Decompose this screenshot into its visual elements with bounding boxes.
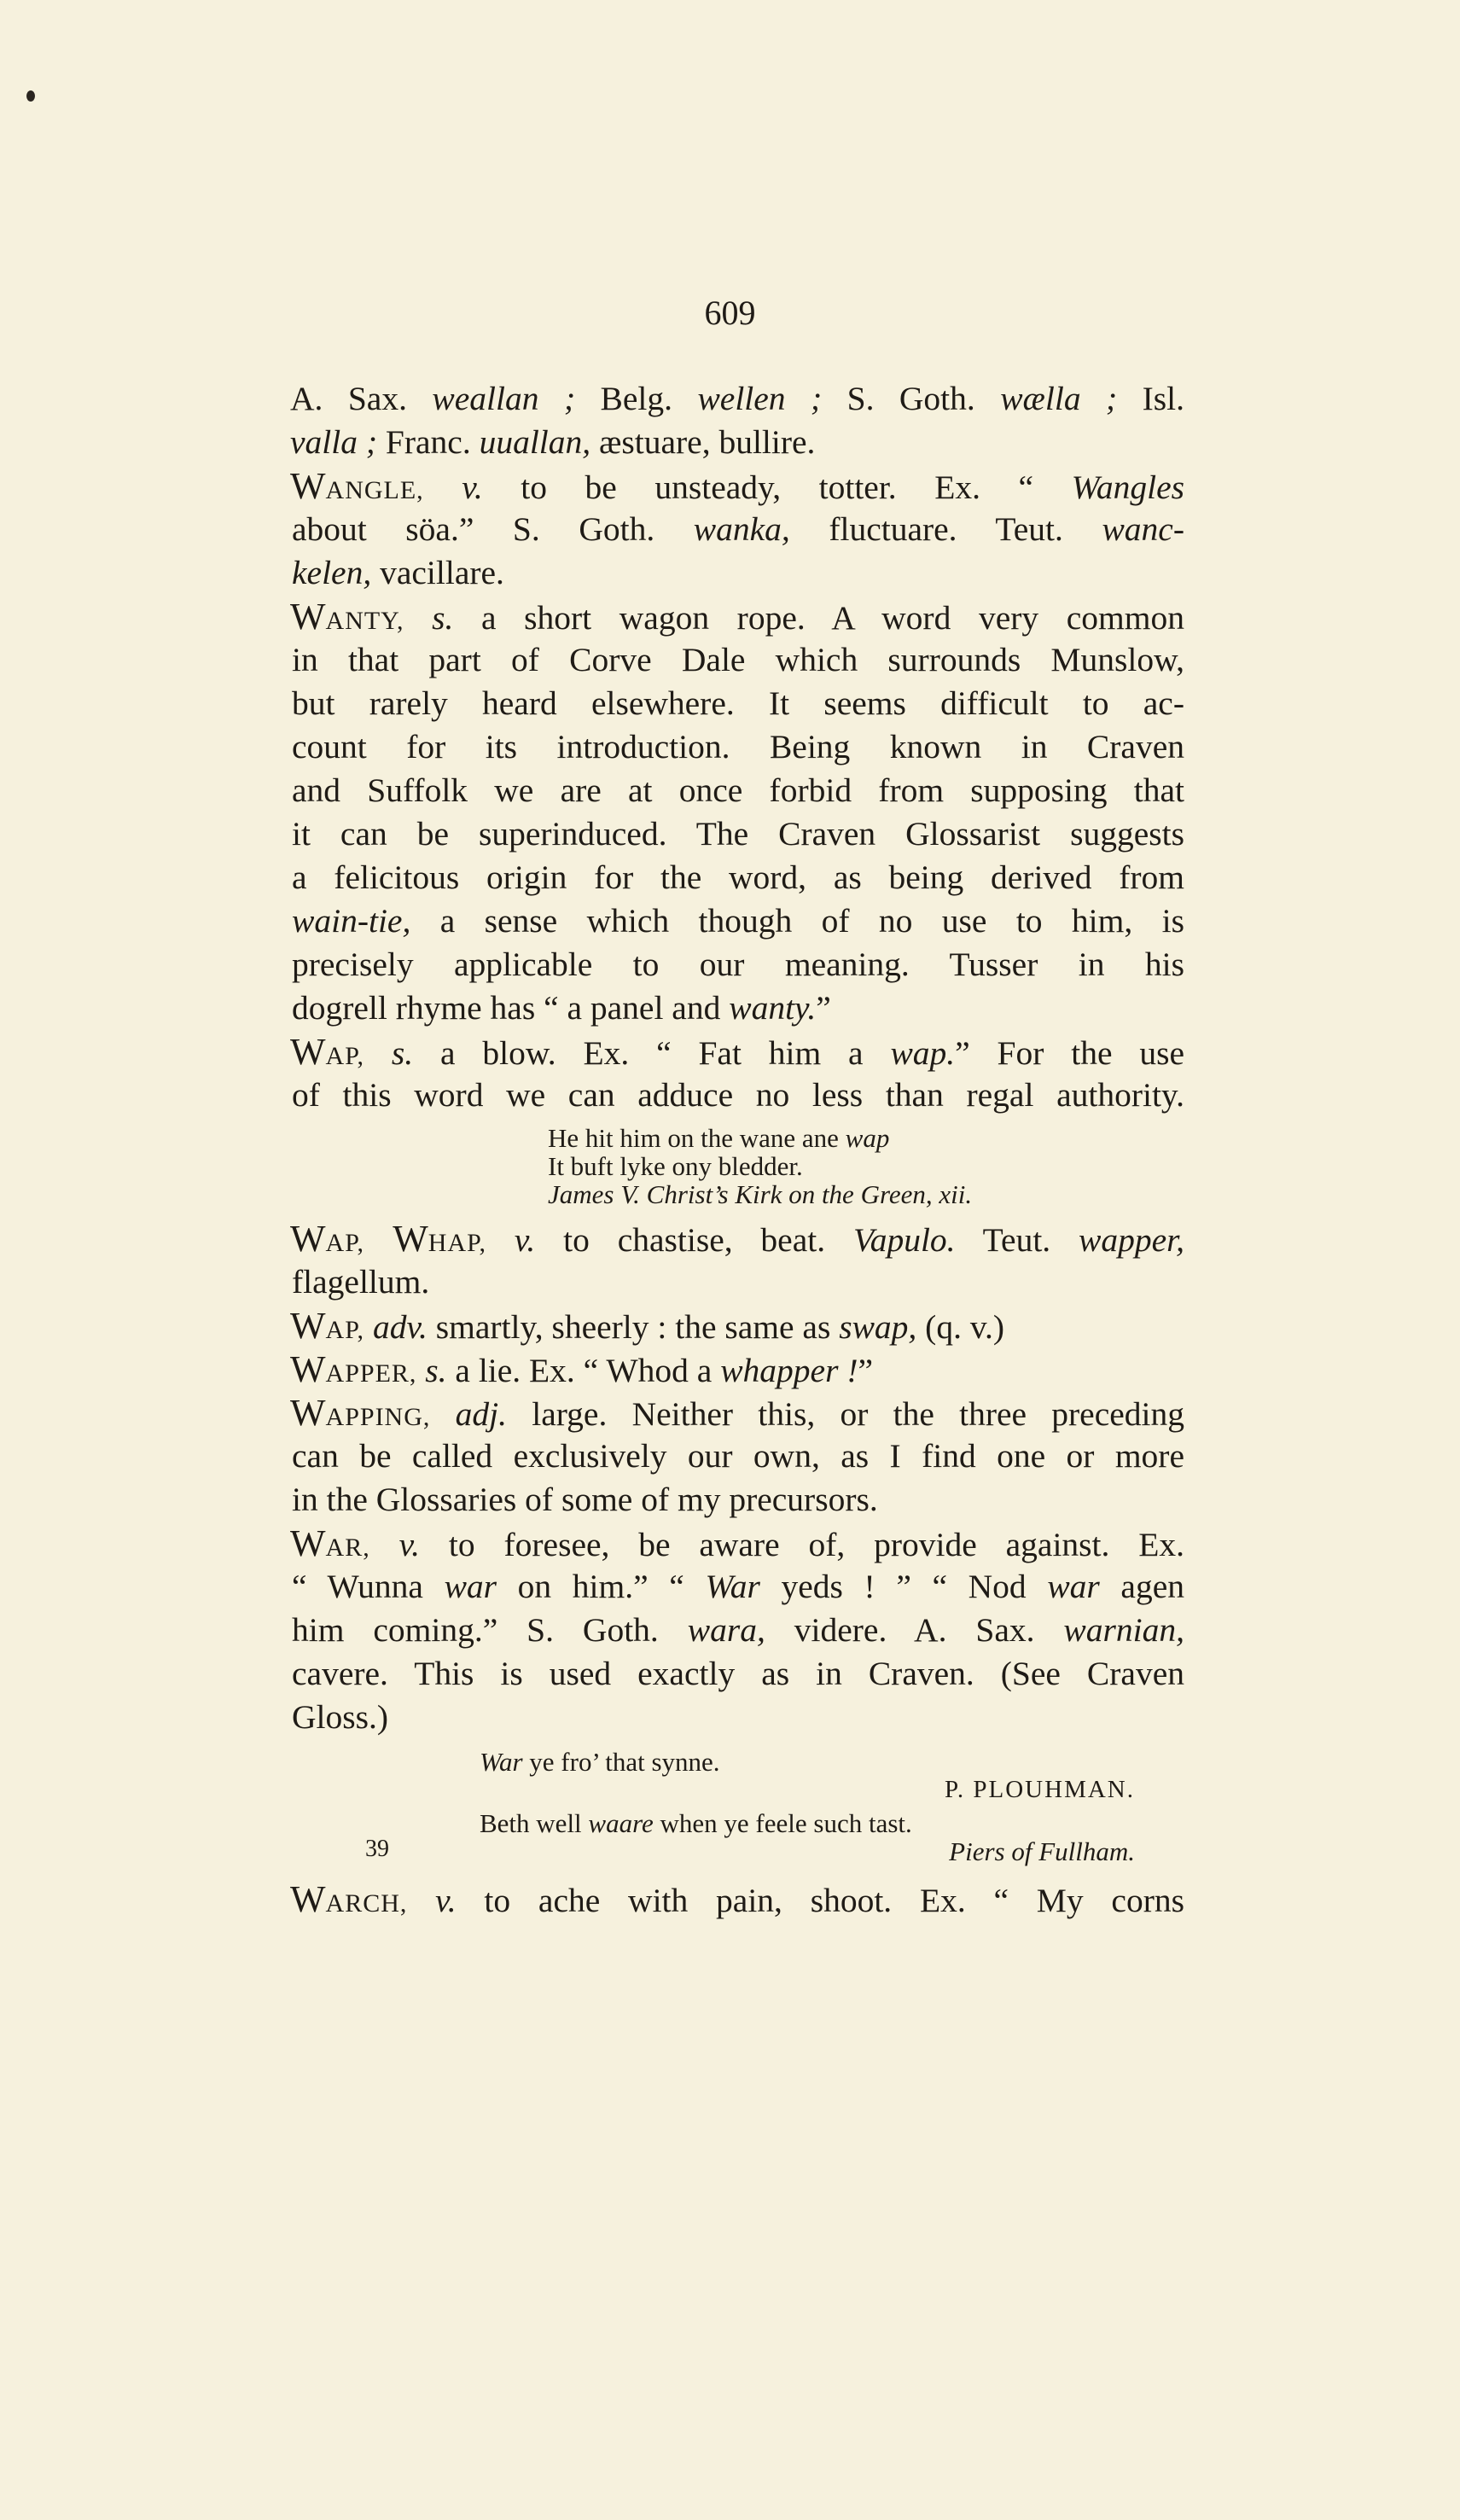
headword: ANGLE,: [325, 476, 424, 504]
text-run: ”: [816, 989, 831, 1027]
italic-term: war: [444, 1568, 497, 1605]
italic-term: s.: [425, 1352, 447, 1389]
italic-term: wælla ;: [1000, 380, 1118, 417]
italic-term: weallan ;: [432, 380, 576, 417]
headword: APPING,: [325, 1403, 431, 1431]
italic-term: War: [705, 1568, 760, 1605]
text-run: a short wagon rope. A word very common: [453, 599, 1184, 637]
text-run: [364, 1308, 373, 1346]
headword: AR,: [325, 1534, 370, 1562]
text-run: Teut.: [955, 1221, 1079, 1259]
text-run: æstuare, bullire.: [590, 423, 816, 461]
entries-block-c: [290, 1877, 1184, 1921]
text-run: of this word we can adduce no less than regal authority.: [292, 1076, 1184, 1114]
headword: AP,: [325, 1042, 365, 1070]
italic-term: adj.: [455, 1395, 507, 1433]
text-run: “ Wunna: [292, 1568, 445, 1605]
text-run: yeds ! ” “ Nod: [759, 1568, 1048, 1605]
text-run: vacillare.: [371, 554, 504, 591]
quote-attribution: Piers of Fullham.: [949, 1836, 1135, 1866]
italic-term: kelen,: [292, 554, 372, 591]
text-line: [290, 1217, 1184, 1260]
text-run: him coming.” S. Goth.: [292, 1611, 688, 1649]
headword: ARCH,: [325, 1889, 408, 1918]
text-run: a blow. Ex. “ Fat him a: [413, 1034, 891, 1072]
quote-line: War ye fro’ that synne.: [480, 1747, 720, 1777]
italic-term: wap.: [890, 1034, 956, 1072]
headword: W: [290, 596, 326, 637]
text-run: ” For the use: [955, 1034, 1184, 1072]
entries-block-b: [290, 1217, 1184, 1739]
italic-term: wara,: [687, 1611, 765, 1649]
glossary-text: [290, 377, 1184, 1921]
quote-line: He hit him on the wane ane wap: [548, 1123, 890, 1153]
italic-term: adv.: [372, 1308, 428, 1346]
headword: HAP,: [428, 1229, 486, 1257]
text-run: ”: [858, 1352, 874, 1389]
headword: W: [290, 1305, 326, 1347]
text-run: a felicitous origin for the word, as being derived from: [292, 858, 1184, 896]
text-run: a lie. Ex. “ Whod a: [446, 1352, 721, 1389]
text-line: [290, 1609, 1184, 1652]
quote-attribution: James V. Christ’s Kirk on the Green, xii.: [548, 1179, 973, 1209]
text-run: [370, 1526, 399, 1563]
italic-term: v.: [462, 468, 483, 506]
text-line: [290, 812, 1184, 856]
text-run: a sense which though of no use to him, is: [410, 902, 1184, 940]
text-line: [290, 1074, 1184, 1117]
text-run: [404, 599, 432, 637]
headword: W: [290, 465, 326, 507]
text-run: to foresee, be aware of, provide against. Ex.: [420, 1526, 1185, 1563]
text-line: [290, 377, 1184, 421]
signature-mark: 39: [365, 1836, 389, 1862]
text-run: to chastise, beat.: [535, 1221, 853, 1259]
italic-term: wain-tie,: [292, 902, 411, 940]
text-run: in the Glossaries of some of my precursors.: [292, 1481, 878, 1518]
italic-term: wellen ;: [697, 380, 823, 417]
text-line: [290, 551, 1184, 595]
text-run: cavere. This is used exactly as in Craven. (See Craven: [292, 1655, 1184, 1692]
text-run: can be called exclusively our own, as I find one or more: [292, 1437, 1184, 1475]
entries-block-a: [290, 377, 1184, 1117]
text-run: flagellum.: [292, 1263, 430, 1301]
text-run: [416, 1352, 425, 1389]
text-run: but rarely heard elsewhere. It seems difficult to ac-: [292, 684, 1184, 722]
page-number: 609: [704, 294, 756, 332]
text-line: [290, 1260, 1184, 1304]
text-run: precisely applicable to our meaning. Tusser in his: [292, 946, 1184, 983]
text-line: [290, 1652, 1184, 1696]
text-run: Isl.: [1117, 380, 1185, 417]
italic-term: Wangles: [1071, 468, 1184, 506]
headword: AP,: [325, 1316, 365, 1344]
quote-line: Beth well waare when ye feele such tast.: [480, 1808, 912, 1838]
text-run: [430, 1395, 455, 1433]
text-run: and Suffolk we are at once forbid from supposing that: [292, 771, 1184, 809]
text-run: [364, 1034, 392, 1072]
text-run: Gloss.): [292, 1698, 389, 1736]
headword: W: [364, 1218, 428, 1260]
text-line: [290, 769, 1184, 812]
text-run: in that part of Corve Dale which surrounds Munslow,: [292, 641, 1184, 678]
text-run: Belg.: [575, 380, 698, 417]
italic-term: swap,: [839, 1308, 917, 1346]
headword: W: [290, 1218, 326, 1260]
ink-speck: [26, 90, 35, 102]
text-line: [290, 1696, 1184, 1739]
text-run: count for its introduction. Being known in Craven: [292, 728, 1184, 765]
text-line: [290, 682, 1184, 725]
text-line: [290, 1304, 1184, 1347]
text-line: [290, 638, 1184, 682]
italic-term: whapper !: [720, 1352, 858, 1389]
text-run: A. Sax.: [290, 380, 433, 417]
italic-term: wanka,: [693, 510, 790, 548]
headword: AP,: [325, 1229, 365, 1257]
text-line: [290, 986, 1184, 1030]
text-run: fluctuare. Teut.: [789, 510, 1102, 548]
text-run: it can be superinduced. The Craven Glossarist suggests: [292, 815, 1184, 853]
italic-term: v.: [435, 1882, 457, 1919]
text-run: [407, 1882, 435, 1919]
headword: ANTY,: [325, 607, 404, 635]
italic-term: wanc-: [1102, 510, 1184, 548]
text-line: [290, 421, 1184, 464]
text-run: about söa.” S. Goth.: [292, 510, 694, 548]
italic-term: wapper,: [1079, 1221, 1185, 1259]
italic-term: warnian,: [1063, 1611, 1184, 1649]
text-line: [290, 1435, 1184, 1478]
italic-term: v.: [398, 1526, 421, 1563]
text-line: [290, 1391, 1184, 1435]
text-line: [290, 725, 1184, 769]
text-run: to ache with pain, shoot. Ex. “ My corns: [456, 1882, 1184, 1919]
quotations-war: [290, 1748, 1184, 1865]
text-run: videre. A. Sax.: [765, 1611, 1064, 1649]
text-run: [424, 468, 462, 506]
text-run: to be unsteady, totter. Ex. “: [482, 468, 1072, 506]
text-line: [290, 1877, 1184, 1921]
text-run: agen: [1099, 1568, 1184, 1605]
text-run: (q. v.): [916, 1308, 1005, 1346]
text-line: [290, 595, 1184, 638]
quotation-james-v: [290, 1124, 1184, 1208]
text-line: [290, 1478, 1184, 1522]
italic-term: wanty.: [729, 989, 817, 1027]
text-line: [290, 856, 1184, 899]
text-line: [290, 899, 1184, 943]
text-line: [290, 508, 1184, 551]
text-run: S. Goth.: [822, 380, 1001, 417]
italic-term: war: [1047, 1568, 1100, 1605]
italic-term: s.: [432, 599, 454, 637]
quote-attribution: P. PLOUHMAN.: [944, 1776, 1135, 1803]
headword: W: [290, 1392, 326, 1434]
text-line: [290, 943, 1184, 986]
italic-term: Vapulo.: [852, 1221, 956, 1259]
text-line: [290, 1347, 1184, 1391]
text-run: smartly, sheerly : the same as: [427, 1308, 840, 1346]
headword: APPER,: [325, 1359, 417, 1388]
text-run: on him.” “: [497, 1568, 706, 1605]
quote-line: It buft lyke ony bledder.: [548, 1151, 803, 1181]
headword: W: [290, 1522, 326, 1564]
text-line: [290, 1522, 1184, 1565]
text-run: [486, 1221, 515, 1259]
text-run: Franc.: [377, 423, 480, 461]
text-run: large. Neither this, or the three preceding: [507, 1395, 1184, 1433]
headword: W: [290, 1348, 326, 1390]
italic-term: uuallan,: [479, 423, 591, 461]
headword: W: [290, 1031, 326, 1073]
italic-term: s.: [391, 1034, 414, 1072]
text-run: dogrell rhyme has “ a panel and: [292, 989, 730, 1027]
text-line: [290, 1030, 1184, 1074]
headword: W: [290, 1878, 326, 1920]
text-line: [290, 464, 1184, 508]
text-line: [290, 1565, 1184, 1609]
italic-term: v.: [514, 1221, 536, 1259]
italic-term: valla ;: [290, 423, 378, 461]
